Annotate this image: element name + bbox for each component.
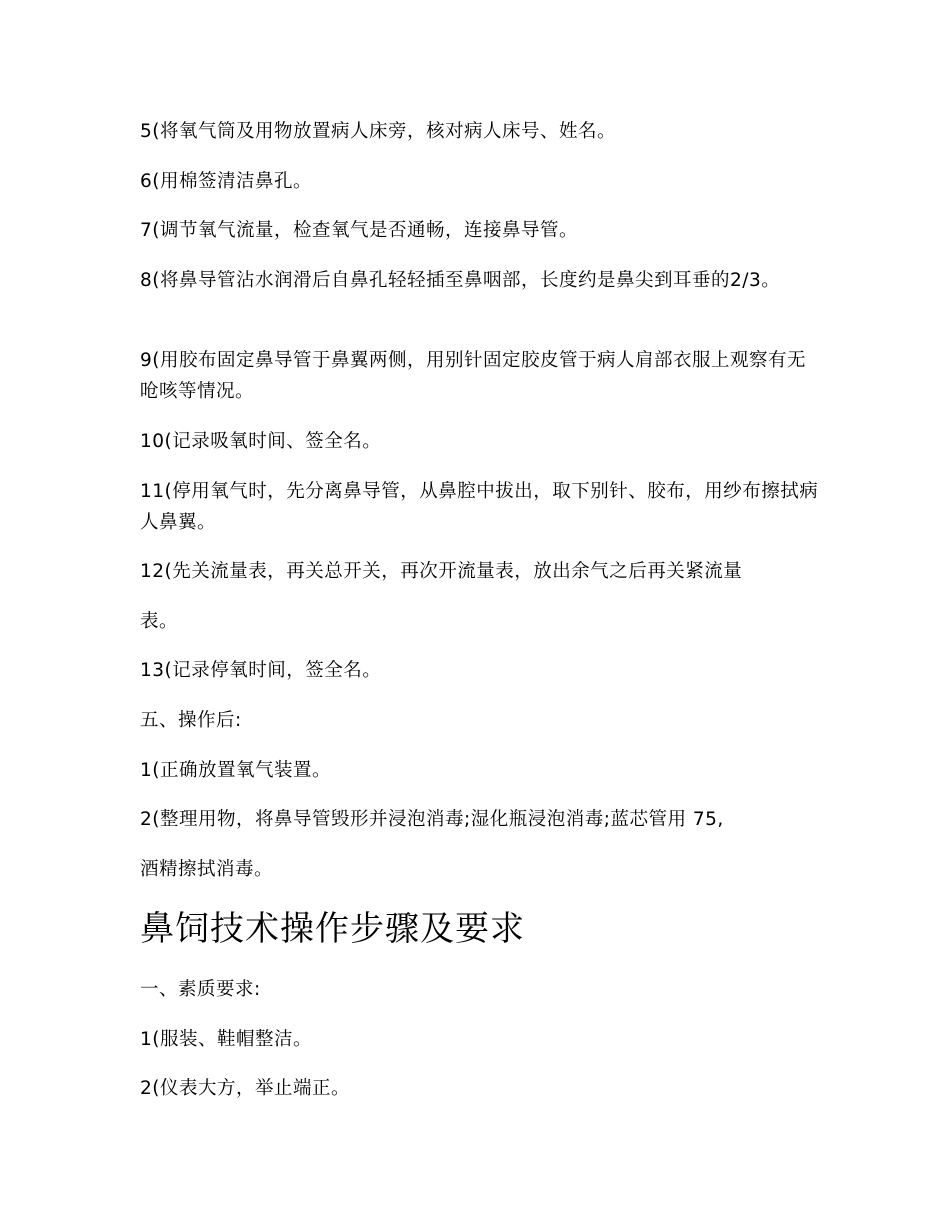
paragraph-step-13: 13(记录停氧时间，签全名。 bbox=[140, 660, 382, 681]
paragraph-step-5: 5(将氧气筒及用物放置病人床旁，核对病人床号、姓名。 bbox=[140, 121, 616, 142]
paragraph-quality-2: 2(仪表大方，举止端正。 bbox=[140, 1078, 350, 1099]
paragraph-step-9: 9(用胶布固定鼻导管于鼻翼两侧，用别针固定胶皮管于病人肩部衣服上观察有无呛咳等情况。 bbox=[140, 350, 806, 402]
section-title-quality: 一、素质要求: bbox=[140, 979, 261, 1000]
paragraph-after-1: 1(正确放置氧气装置。 bbox=[140, 760, 331, 781]
paragraph-step-12-cont: 表。 bbox=[140, 611, 179, 632]
paragraph-step-7: 7(调节氧气流量，检查氧气是否通畅，连接鼻导管。 bbox=[140, 220, 578, 241]
paragraph-after-2-cont: 酒精擦拭消毒。 bbox=[140, 859, 274, 880]
paragraph-after-2: 2(整理用物，将鼻导管毁形并浸泡消毒;湿化瓶浸泡消毒;蓝芯管用 75, bbox=[140, 809, 724, 830]
paragraph-step-12: 12(先关流量表，再关总开关，再次开流量表，放出余气之后再关紧流量 bbox=[140, 561, 743, 582]
section-heading: 鼻饲技术操作步骤及要求 bbox=[140, 909, 525, 949]
paragraph-step-8: 8(将鼻导管沾水润滑后自鼻孔轻轻插至鼻咽部，长度约是鼻尖到耳垂的2/3。 bbox=[140, 270, 781, 291]
paragraph-quality-1: 1(服装、鞋帽整洁。 bbox=[140, 1029, 312, 1050]
section-title-after-operation: 五、操作后: bbox=[140, 710, 242, 731]
paragraph-step-10: 10(记录吸氧时间、签全名。 bbox=[140, 431, 382, 452]
paragraph-step-11: 11(停用氧气时，先分离鼻导管，从鼻腔中拔出，取下别针、胶布，用纱布擦拭病人鼻翼。 bbox=[140, 481, 819, 533]
paragraph-step-6: 6(用棉签清洁鼻孔。 bbox=[140, 171, 312, 192]
